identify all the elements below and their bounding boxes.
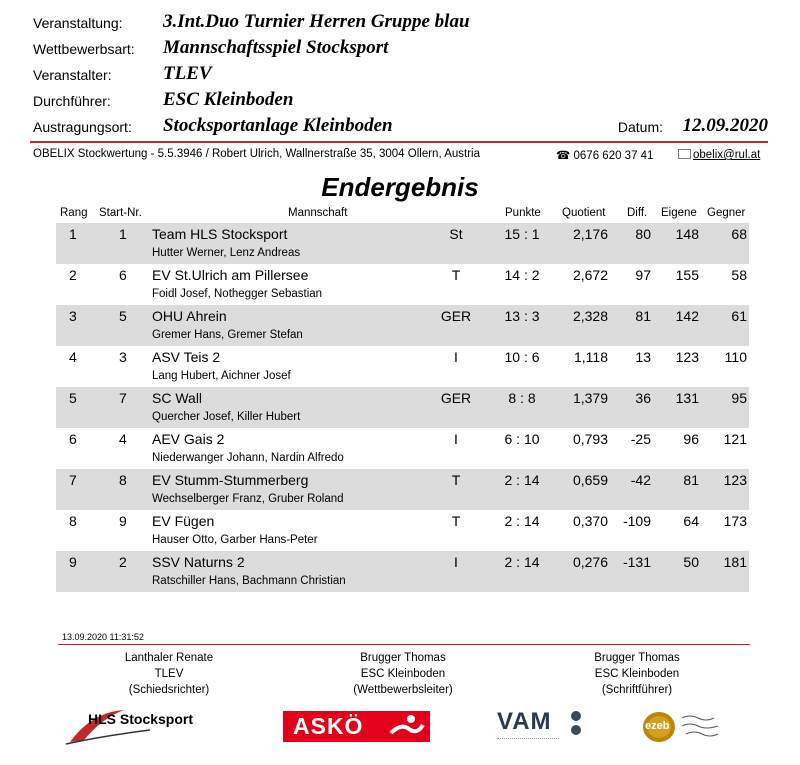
cell-start: 1 — [119, 226, 127, 242]
cell-rang: 6 — [69, 431, 77, 447]
cell-players: Niederwanger Johann, Nardin Alfredo — [152, 452, 344, 464]
cell-start: 6 — [119, 267, 127, 283]
phone-number: ☎ 0676 620 37 41 — [556, 150, 654, 162]
page-title: Endergebnis — [321, 172, 479, 202]
signature-schiedsrichter — [69, 650, 269, 698]
cell-punkte: 8 : 8 — [508, 390, 536, 406]
cell-punkte: 15 : 1 — [504, 226, 540, 242]
cell-eigene: 64 — [683, 513, 699, 529]
cell-quotient: 0,793 — [572, 431, 608, 447]
cell-gegner: 121 — [723, 431, 747, 447]
header-value: ESC Kleinboden — [163, 89, 294, 110]
header-label: Wettbewerbsart: — [33, 41, 135, 57]
vam-dots-icon — [569, 710, 583, 738]
cell-rang: 7 — [69, 472, 77, 488]
cell-gegner: 68 — [731, 226, 747, 242]
header-value: TLEV — [163, 63, 212, 84]
cell-team: AEV Gais 2 — [152, 431, 225, 447]
col-quotient: Quotient — [562, 207, 606, 219]
cell-diff: 13 — [635, 349, 651, 365]
cell-team: EV Fügen — [152, 513, 215, 529]
header-value: 3.Int.Duo Turnier Herren Gruppe blau — [163, 11, 470, 32]
col-diff: Diff. — [627, 207, 648, 219]
cell-rang: 5 — [69, 390, 77, 406]
vam-logo-text: VAM — [497, 708, 552, 735]
table-row — [56, 305, 749, 346]
hls-logo-text: HLS Stocksport — [88, 711, 194, 727]
cell-punkte: 14 : 2 — [504, 267, 540, 283]
cell-diff: 80 — [635, 226, 651, 242]
col-mannschaft: Mannschaft — [288, 207, 348, 219]
cell-eigene: 50 — [683, 554, 699, 570]
table-row — [56, 264, 749, 305]
cell-gegner: 95 — [731, 390, 747, 406]
signature-role: (Wettbewerbsleiter) — [353, 684, 453, 696]
askoe-logo-text: ASKÖ — [293, 713, 364, 739]
header-divider — [30, 141, 768, 143]
cell-quotient: 2,328 — [572, 308, 608, 324]
header-label: Austragungsort: — [33, 119, 132, 135]
cell-nation: GER — [440, 308, 472, 324]
askoe-logo — [283, 711, 430, 742]
table-row — [56, 346, 749, 387]
table-row — [56, 223, 749, 264]
cell-gegner: 181 — [723, 554, 747, 570]
cell-diff: 36 — [635, 390, 651, 406]
signature-name: Brugger Thomas — [360, 652, 446, 664]
header-label: Durchführer: — [33, 93, 111, 109]
col-start-nr: Start-Nr. — [99, 207, 142, 219]
col-rang: Rang — [60, 207, 88, 219]
table-row — [56, 551, 749, 592]
table-row — [56, 428, 749, 469]
signature-schriftfuehrer — [537, 650, 737, 698]
cell-eigene: 142 — [675, 308, 699, 324]
cell-punkte: 2 : 14 — [504, 554, 540, 570]
cell-rang: 1 — [69, 226, 77, 242]
signature-name: Brugger Thomas — [594, 652, 680, 664]
cell-diff: -42 — [630, 472, 651, 488]
askoe-figure-icon — [387, 711, 427, 742]
date-value: 12.09.2020 — [682, 115, 768, 136]
footer-divider — [58, 644, 750, 645]
cell-rang: 2 — [69, 267, 77, 283]
cell-quotient: 1,118 — [574, 349, 608, 365]
cell-quotient: 0,370 — [572, 513, 608, 529]
cell-nation: T — [451, 267, 461, 283]
cell-team: ASV Teis 2 — [152, 349, 221, 365]
cell-punkte: 13 : 3 — [504, 308, 540, 324]
cell-punkte: 10 : 6 — [504, 349, 540, 365]
cell-nation: T — [451, 513, 461, 529]
signature-wettbewerbsleiter — [303, 650, 503, 698]
cell-players: Foidl Josef, Nothegger Sebastian — [152, 288, 323, 300]
cell-players: Wechselberger Franz, Gruber Roland — [152, 493, 344, 505]
signature-club: ESC Kleinboden — [594, 668, 680, 680]
cell-diff: -131 — [622, 554, 651, 570]
cell-quotient: 0,276 — [572, 554, 608, 570]
cell-nation: I — [454, 349, 458, 365]
header-label: Veranstalter: — [33, 67, 112, 83]
cell-start: 2 — [119, 554, 127, 570]
software-info: OBELIX Stockwertung - 5.5.3946 / Robert Ulrich, Wallnerstraße 35, 3004 Ollern, Austria — [33, 148, 481, 160]
ezeb-logo-text: ezeb — [645, 720, 670, 732]
cell-start: 4 — [119, 431, 127, 447]
cell-eigene: 81 — [683, 472, 699, 488]
cell-nation: T — [451, 472, 461, 488]
cell-players: Hauser Otto, Garber Hans-Peter — [152, 534, 318, 546]
cell-start: 5 — [119, 308, 127, 324]
hls-stocksport-logo — [62, 706, 232, 746]
header-label: Veranstaltung: — [33, 15, 123, 31]
cell-nation: St — [449, 226, 463, 242]
col-eigene: Eigene — [661, 207, 697, 219]
cell-quotient: 2,176 — [572, 226, 608, 242]
header-value: Mannschaftsspiel Stocksport — [163, 37, 389, 58]
cell-nation: GER — [440, 390, 472, 406]
cell-players: Gremer Hans, Gremer Stefan — [152, 329, 303, 341]
cell-gegner: 58 — [731, 267, 747, 283]
cell-quotient: 1,379 — [572, 390, 608, 406]
email-link[interactable]: obelix@rul.at — [693, 149, 761, 161]
header-row-veranstalter — [33, 63, 768, 89]
cell-players: Lang Hubert, Aichner Josef — [152, 370, 291, 382]
cell-players: Hutter Werner, Lenz Andreas — [152, 247, 301, 259]
date-label: Datum: — [617, 119, 663, 135]
cell-eigene: 131 — [675, 390, 699, 406]
cell-start: 8 — [119, 472, 127, 488]
cell-punkte: 2 : 14 — [504, 513, 540, 529]
cell-players: Quercher Josef, Killer Hubert — [152, 411, 301, 423]
cell-team: EV Stumm-Stummerberg — [152, 472, 309, 488]
signature-role: (Schriftführer) — [601, 684, 673, 696]
cell-rang: 8 — [69, 513, 77, 529]
table-row — [56, 510, 749, 551]
signature-role: (Schiedsrichter) — [128, 684, 210, 696]
cell-team: SSV Naturns 2 — [152, 554, 245, 570]
signature-club: TLEV — [154, 668, 184, 680]
cell-diff: -25 — [630, 431, 651, 447]
cell-diff: 81 — [635, 308, 651, 324]
cell-start: 9 — [119, 513, 127, 529]
cell-team: OHU Ahrein — [152, 308, 227, 324]
signature-club: ESC Kleinboden — [360, 668, 446, 680]
cell-team: EV St.Ulrich am Pillersee — [152, 267, 309, 283]
header-row-veranstaltung — [33, 11, 768, 37]
cell-team: Team HLS Stocksport — [152, 226, 288, 242]
ezeb-script-icon — [680, 712, 724, 742]
cell-gegner: 123 — [723, 472, 747, 488]
col-gegner: Gegner — [707, 207, 746, 219]
ezeb-logo — [642, 710, 724, 744]
cell-eigene: 148 — [675, 226, 699, 242]
cell-eigene: 155 — [675, 267, 699, 283]
cell-team: SC Wall — [152, 390, 203, 406]
vam-logo — [497, 708, 587, 744]
header-row-durchfuehrer — [33, 89, 768, 115]
header-row-wettbewerbsart — [33, 37, 768, 63]
cell-eigene: 123 — [675, 349, 699, 365]
cell-start: 7 — [119, 390, 127, 406]
table-row — [56, 469, 749, 510]
signature-name: Lanthaler Renate — [124, 652, 214, 664]
cell-gegner: 110 — [724, 349, 747, 365]
cell-eigene: 96 — [683, 431, 699, 447]
cell-start: 3 — [119, 349, 127, 365]
mail-icon — [678, 149, 691, 159]
cell-players: Ratschiller Hans, Bachmann Christian — [152, 575, 346, 587]
cell-diff: -109 — [622, 513, 651, 529]
cell-quotient: 0,659 — [572, 472, 608, 488]
cell-nation: I — [454, 554, 458, 570]
vam-subline — [497, 738, 559, 742]
header-row-austragungsort — [33, 115, 768, 141]
cell-gegner: 61 — [731, 308, 747, 324]
cell-gegner: 173 — [723, 513, 747, 529]
cell-punkte: 2 : 14 — [504, 472, 540, 488]
cell-rang: 9 — [69, 554, 77, 570]
cell-diff: 97 — [635, 267, 651, 283]
cell-rang: 3 — [69, 308, 77, 324]
cell-quotient: 2,672 — [572, 267, 608, 283]
header-value: Stocksportanlage Kleinboden — [163, 115, 393, 136]
email-contact[interactable] — [678, 148, 760, 161]
table-row — [56, 387, 749, 428]
cell-punkte: 6 : 10 — [504, 431, 540, 447]
col-punkte: Punkte — [505, 207, 541, 219]
cell-rang: 4 — [69, 349, 77, 365]
print-timestamp: 13.09.2020 11:31:52 — [62, 632, 144, 642]
cell-nation: I — [454, 431, 458, 447]
